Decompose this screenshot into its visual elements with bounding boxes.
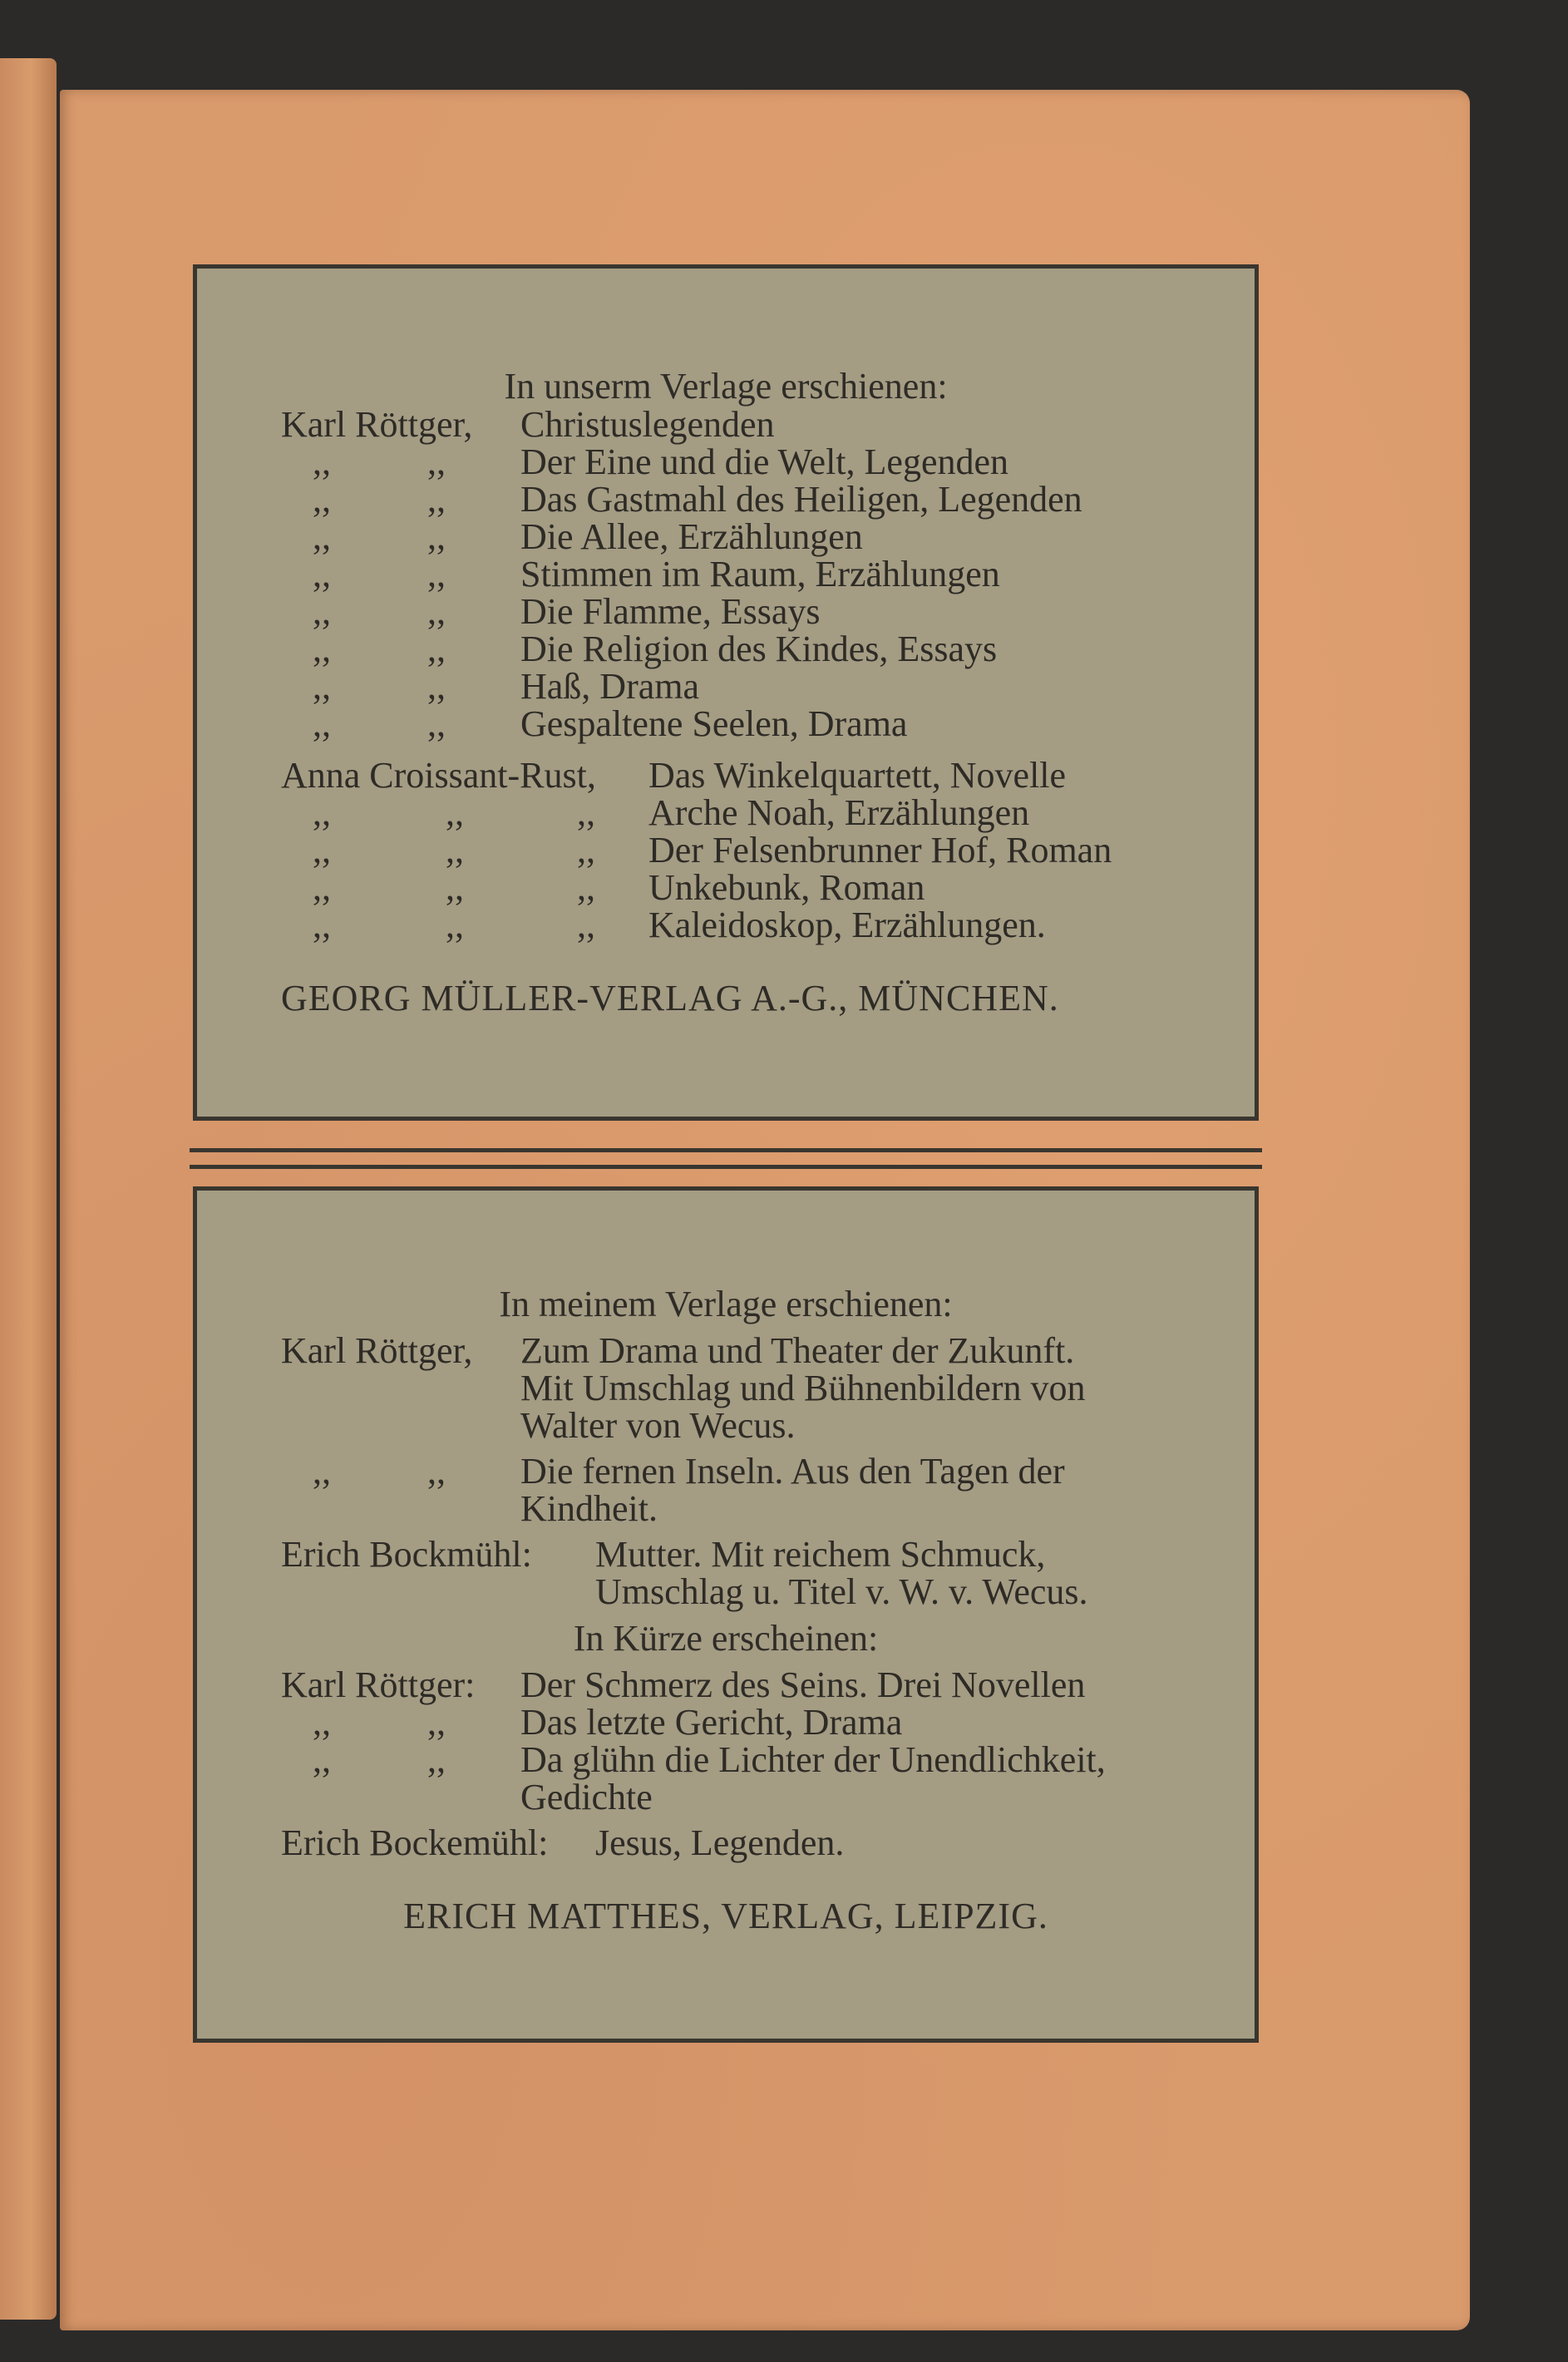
ditto-mark: ,,	[446, 830, 464, 870]
top-book-7: Die Religion des Kindes, Essays	[520, 629, 998, 669]
ditto-mark: ,,	[313, 905, 331, 945]
top-book-1: Christuslegenden	[520, 404, 775, 445]
ditto-mark: ,,	[427, 554, 446, 594]
previous-page-edge	[0, 58, 57, 2320]
top-book-10: Das Winkelquartett, Novelle	[648, 755, 1067, 796]
bottom-book-1-line-2: Mit Umschlag und Bühnenbildern von	[520, 1368, 1086, 1408]
top-book-6: Die Flamme, Essays	[520, 591, 821, 632]
ditto-mark: ,,	[313, 830, 331, 870]
bottom-box-heading: In meinem Verlage erschienen:	[499, 1284, 953, 1324]
bottom-author-karl-roettger-upcoming: Karl Röttger:	[281, 1664, 476, 1705]
ditto-mark: ,,	[446, 867, 464, 908]
ditto-mark: ,,	[313, 1702, 331, 1743]
ditto-mark: ,,	[427, 1451, 446, 1492]
publisher-imprint-matthes: ERICH MATTHES, VERLAG, LEIPZIG.	[403, 1896, 1048, 1936]
top-book-12: Der Felsenbrunner Hof, Roman	[648, 830, 1112, 870]
ditto-mark: ,,	[313, 792, 331, 833]
ditto-mark: ,,	[313, 867, 331, 908]
ditto-mark: ,,	[427, 479, 446, 520]
ditto-mark: ,,	[313, 1739, 331, 1780]
ditto-mark: ,,	[427, 516, 446, 557]
bottom-book-3-line-2: Umschlag u. Titel v. W. v. Wecus.	[595, 1571, 1088, 1612]
upcoming-book-1: Der Schmerz des Seins. Drei Novellen	[520, 1664, 1086, 1705]
ditto-mark: ,,	[427, 629, 446, 669]
upcoming-book-3-line-1: Da glühn die Lichter der Unendlichkeit,	[520, 1739, 1106, 1780]
bottom-author-erich-bockmuehl: Erich Bockmühl:	[281, 1534, 532, 1575]
bottom-author-karl-roettger: Karl Röttger,	[281, 1330, 473, 1371]
ditto-mark: ,,	[446, 792, 464, 833]
ditto-mark: ,,	[313, 554, 331, 594]
ditto-mark: ,,	[313, 1451, 331, 1492]
ditto-mark: ,,	[313, 516, 331, 557]
divider-rule	[190, 1165, 1262, 1169]
ditto-mark: ,,	[313, 703, 331, 744]
bottom-book-2-line-2: Kindheit.	[520, 1488, 658, 1529]
ditto-mark: ,,	[577, 867, 595, 908]
ditto-mark: ,,	[313, 441, 331, 482]
upcoming-book-2: Das letzte Gericht, Drama	[520, 1702, 903, 1743]
top-box-heading: In unserm Verlage erschienen:	[504, 366, 948, 407]
ditto-mark: ,,	[577, 792, 595, 833]
bottom-author-erich-bockemuehl: Erich Bockemühl:	[281, 1822, 549, 1863]
ditto-mark: ,,	[577, 830, 595, 870]
top-author-anna-croissant-rust: Anna Croissant-Rust,	[281, 755, 596, 796]
top-book-4: Die Allee, Erzählungen	[520, 516, 863, 557]
ditto-mark: ,,	[313, 479, 331, 520]
ditto-mark: ,,	[427, 441, 446, 482]
ditto-mark: ,,	[446, 905, 464, 945]
top-book-11: Arche Noah, Erzählungen	[648, 792, 1030, 833]
divider-rule	[190, 1148, 1262, 1152]
top-book-5: Stimmen im Raum, Erzählungen	[520, 554, 1000, 594]
bottom-book-2-line-1: Die fernen Inseln. Aus den Tagen der	[520, 1451, 1065, 1492]
ditto-mark: ,,	[427, 666, 446, 707]
top-book-8: Haß, Drama	[520, 666, 700, 707]
upcoming-book-3-line-2: Gedichte	[520, 1777, 653, 1817]
top-book-2: Der Eine und die Welt, Legenden	[520, 441, 1008, 482]
bottom-book-1-line-1: Zum Drama und Theater der Zukunft.	[520, 1330, 1075, 1371]
ditto-mark: ,,	[427, 1702, 446, 1743]
publisher-imprint-mueller: GEORG MÜLLER-VERLAG A.-G., MÜNCHEN.	[281, 978, 1059, 1018]
ditto-mark: ,,	[427, 591, 446, 632]
top-book-14: Kaleidoskop, Erzählungen.	[648, 905, 1046, 945]
ditto-mark: ,,	[577, 905, 595, 945]
top-book-3: Das Gastmahl des Heiligen, Legenden	[520, 479, 1082, 520]
bottom-subheading: In Kürze erscheinen:	[573, 1618, 879, 1659]
top-author-karl-roettger: Karl Röttger,	[281, 404, 473, 445]
ditto-mark: ,,	[313, 629, 331, 669]
ditto-mark: ,,	[313, 666, 331, 707]
ditto-mark: ,,	[427, 703, 446, 744]
bottom-book-1-line-3: Walter von Wecus.	[520, 1405, 796, 1446]
ditto-mark: ,,	[313, 591, 331, 632]
top-book-13: Unkebunk, Roman	[648, 867, 925, 908]
ditto-mark: ,,	[427, 1739, 446, 1780]
top-book-9: Gespaltene Seelen, Drama	[520, 703, 908, 744]
bottom-book-3-line-1: Mutter. Mit reichem Schmuck,	[595, 1534, 1046, 1575]
upcoming-book-4: Jesus, Legenden.	[595, 1822, 845, 1863]
